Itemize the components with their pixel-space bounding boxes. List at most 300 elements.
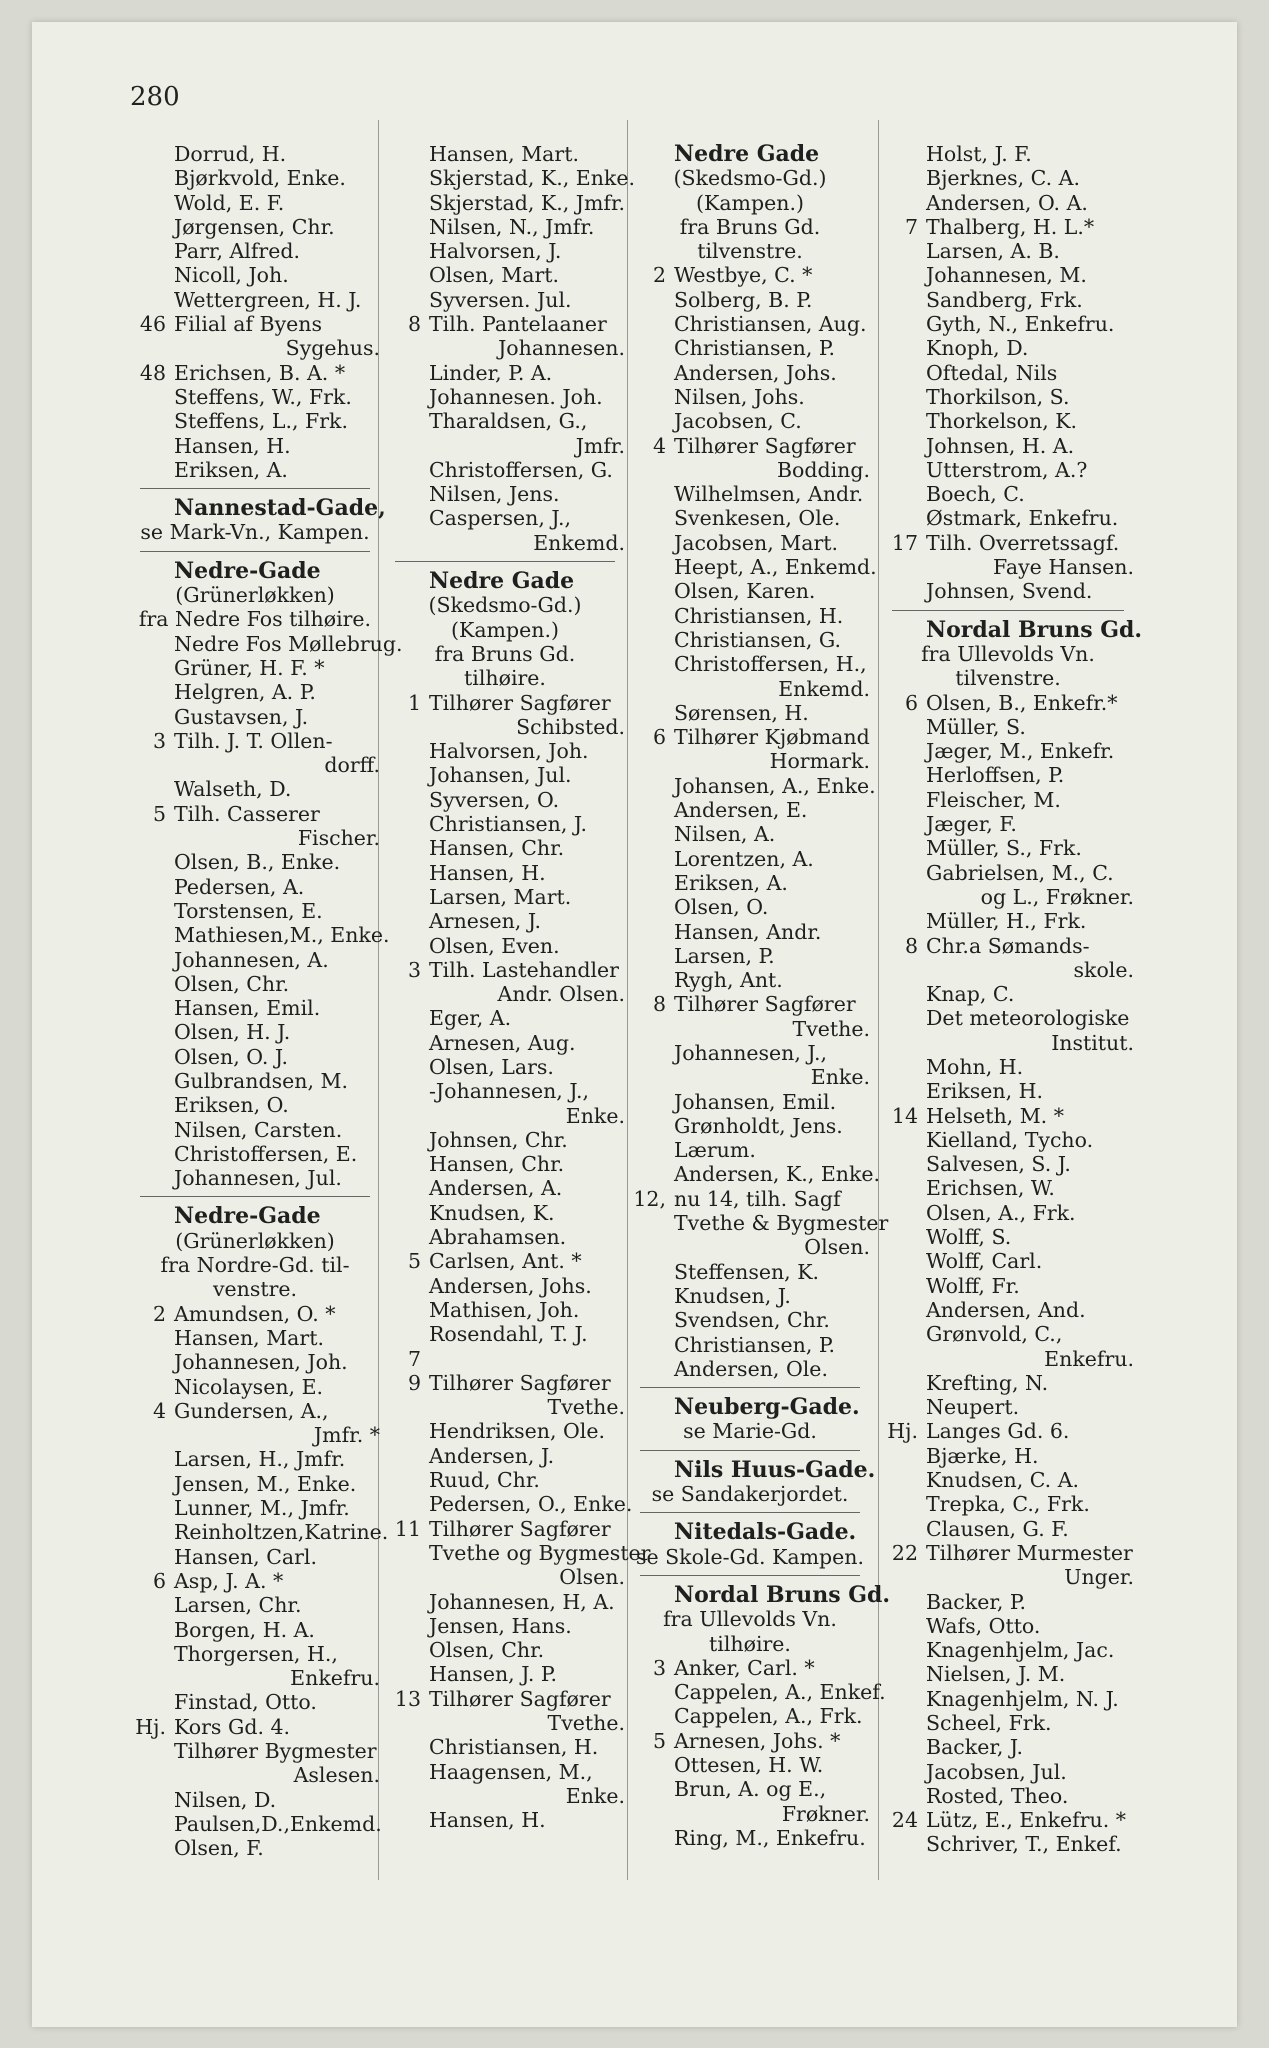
entry-text: Hansen, H. [174, 433, 291, 458]
entry-text: Jacobsen, Mart. [674, 530, 839, 555]
house-number [882, 1128, 926, 1152]
entry-text: Wolff, S. [926, 1225, 1012, 1250]
entry-text: Pedersen, O., Enke. [429, 1492, 633, 1517]
directory-entry [882, 1079, 1134, 1103]
section-divider [130, 482, 380, 496]
directory-entry [882, 739, 1134, 763]
directory-entry [882, 1590, 1134, 1614]
entry-text: nu 14, tilh. Sagf [674, 1186, 841, 1211]
entry-text: Eriksen, O. [174, 1093, 289, 1118]
entry-text: Knoph, D. [926, 336, 1029, 361]
entry-text: Ottesen, H. W. [674, 1753, 824, 1777]
house-number [385, 506, 429, 530]
directory-entry [130, 1520, 389, 1545]
entry-text: Olsen, B., Enke. [174, 850, 341, 875]
entry-text: Jæger, M., Enkefr. [926, 739, 1115, 764]
entry-text: Enkefru. [290, 1666, 380, 1691]
house-number [882, 263, 926, 287]
house-number [385, 934, 429, 958]
house-number [882, 763, 926, 787]
entry-text: Hansen, Emil. [174, 996, 321, 1021]
street-note [130, 1277, 380, 1301]
directory-entry [882, 1006, 1134, 1030]
directory-column-3 [630, 141, 891, 1850]
entry-text: Andersen, E. [674, 798, 808, 823]
directory-entry [385, 1760, 625, 1784]
entry-text: Hansen, H. [429, 860, 546, 885]
entry-text: Andersen, K., Enke. [674, 1162, 881, 1187]
house-number [882, 312, 926, 336]
entry-text: Hansen, Mart. [429, 142, 579, 166]
entry-text: Grønvold, C., [926, 1322, 1063, 1347]
directory-entry [630, 579, 870, 603]
entry-text: tilvenstre. [697, 239, 803, 264]
entry-text: Olsen, O. [674, 895, 769, 920]
directory-entry [130, 1618, 380, 1642]
directory-entry [882, 836, 1134, 860]
directory-entry [630, 1333, 870, 1357]
entry-text: Tilhører Sagfører [674, 433, 856, 458]
directory-entry [385, 1079, 625, 1103]
directory-entry [130, 972, 380, 996]
directory-entry [385, 763, 625, 787]
house-number [130, 1375, 174, 1399]
house-number [385, 1201, 429, 1225]
house-number [130, 1593, 174, 1617]
entry-text: Jæger, F. [926, 812, 1017, 837]
street-note [630, 215, 870, 239]
entry-text: Jensen, M., Enke. [174, 1471, 357, 1496]
house-number [385, 458, 429, 482]
entry-text: Tilhører Sagfører [429, 1686, 611, 1711]
entry-text: (Skedsmo-Gd.) [673, 166, 827, 191]
entry-text: Tilhører Sagfører [674, 992, 856, 1017]
entry-text: Kors Gd. 4. [174, 1714, 291, 1739]
entry-text: Krefting, N. [926, 1370, 1049, 1395]
house-number [630, 652, 674, 676]
directory-entry [630, 506, 870, 530]
house-number [882, 788, 926, 812]
directory-entry [385, 691, 625, 715]
house-number [882, 1006, 926, 1030]
house-number [130, 1045, 174, 1069]
directory-entry [630, 385, 870, 409]
directory-entry [130, 705, 380, 729]
directory-entry [385, 1662, 625, 1686]
entry-text: Johnsen, Chr. [429, 1127, 568, 1152]
entry-text: Johannesen. Joh. [429, 384, 603, 409]
directory-entry [385, 1152, 625, 1176]
entry-text: Holst, J. F. [926, 142, 1032, 166]
entry-text: Backer, P. [926, 1589, 1027, 1614]
directory-entry [882, 166, 1134, 190]
house-number: 3 [152, 728, 166, 753]
directory-entry [385, 361, 625, 385]
entry-text: Olsen, Lars. [429, 1054, 554, 1079]
street-heading [630, 1581, 891, 1608]
house-number [630, 604, 674, 628]
directory-entry [630, 1704, 870, 1728]
house-number [130, 899, 174, 923]
house-number [630, 1138, 674, 1162]
house-number [630, 531, 674, 555]
directory-entry [630, 1041, 870, 1065]
directory-entry [882, 215, 1134, 239]
directory-entry [630, 1284, 870, 1308]
directory-entry [385, 1711, 625, 1735]
directory-entry [130, 1472, 380, 1496]
directory-entry [630, 871, 870, 895]
entry-text: Rosted, Theo. [926, 1783, 1069, 1808]
house-number [630, 409, 674, 433]
house-number [130, 632, 174, 656]
directory-entry [130, 1836, 380, 1860]
house-number: 11 [394, 1516, 421, 1541]
entry-text: Olsen, B., Enkefr.* [926, 690, 1118, 715]
directory-entry [882, 579, 1134, 603]
directory-entry [130, 948, 380, 972]
house-number [130, 923, 174, 947]
entry-text: Olsen, A., Frk. [926, 1200, 1076, 1225]
entry-text: Aslesen. [293, 1763, 380, 1788]
entry-text: Ring, M., Enkefru. [674, 1825, 866, 1850]
directory-entry [630, 1114, 870, 1138]
entry-text: Nedre-Gade [174, 557, 321, 584]
house-number [630, 1395, 674, 1419]
entry-text: Eger, A. [429, 1006, 512, 1031]
entry-text: Nilsen, N., Jmfr. [429, 214, 595, 239]
house-number [385, 1031, 429, 1055]
entry-text: Tilhører Bygmester [174, 1739, 377, 1763]
directory-entry [630, 288, 870, 312]
entry-text: Tvethe & Bygmester [674, 1211, 889, 1236]
house-number [882, 618, 926, 642]
entry-text: se Marie-Gd. [683, 1419, 817, 1444]
directory-entry [882, 982, 1134, 1006]
house-number: 48 [139, 360, 166, 385]
entry-text: Chr.a Sømands- [926, 933, 1090, 958]
house-number [630, 1704, 674, 1728]
house-number [130, 215, 174, 239]
street-note [130, 1253, 380, 1277]
house-number [882, 812, 926, 836]
house-number [630, 336, 674, 360]
directory-entry [630, 822, 870, 846]
house-number [630, 458, 674, 482]
entry-text: Hansen, Mart. [174, 1325, 324, 1350]
entry-text: Christiansen, Aug. [674, 312, 867, 337]
directory-entry [882, 1371, 1134, 1395]
directory-entry [385, 1419, 625, 1443]
directory-entry [882, 1201, 1134, 1225]
house-number [630, 944, 674, 968]
directory-entry [385, 288, 625, 312]
directory-entry [385, 1055, 625, 1079]
directory-entry [385, 1614, 625, 1638]
entry-text: fra Bruns Gd. [434, 641, 576, 666]
house-number [130, 1788, 174, 1812]
house-number [882, 885, 926, 909]
directory-entry [882, 263, 1134, 287]
house-number [882, 1152, 926, 1176]
house-number: 1 [407, 690, 421, 715]
house-number [385, 385, 429, 409]
directory-entry [630, 677, 870, 701]
street-note [385, 642, 625, 666]
house-number [385, 1128, 429, 1152]
entry-text: venstre. [212, 1277, 298, 1302]
house-number: 3 [407, 957, 421, 982]
house-number [630, 920, 674, 944]
entry-text: Nedre Fos Møllebrug. [174, 631, 403, 656]
directory-entry [882, 1176, 1134, 1200]
directory-entry [130, 1045, 380, 1069]
house-number [882, 1055, 926, 1079]
directory-entry [882, 1298, 1134, 1322]
entry-text: Arnesen, J. [429, 909, 541, 934]
entry-text: Brun, A. og E., [674, 1777, 827, 1802]
directory-entry [130, 1399, 380, 1423]
entry-text: Langes Gd. 6. [926, 1419, 1070, 1444]
directory-entry [385, 1031, 625, 1055]
house-number [630, 968, 674, 992]
directory-entry [130, 142, 380, 166]
entry-text: Thorgersen, H., [174, 1641, 338, 1666]
house-number [130, 777, 174, 801]
entry-text: Nedre Gade [674, 141, 820, 167]
directory-entry [630, 992, 870, 1016]
house-number [130, 1545, 174, 1569]
house-number [130, 1326, 174, 1350]
directory-entry [130, 729, 380, 753]
directory-entry [630, 1090, 870, 1114]
directory-entry [385, 812, 625, 836]
directory-entry [630, 773, 876, 798]
house-number [882, 191, 926, 215]
entry-text: Tharaldsen, G., [429, 409, 588, 434]
house-number [385, 1808, 429, 1832]
entry-text: Olsen, Even. [429, 933, 560, 958]
directory-entry [130, 1739, 380, 1763]
entry-text: Gundersen, A., [174, 1398, 329, 1423]
house-number [385, 434, 429, 458]
section-divider [882, 604, 1134, 618]
entry-text: Johnsen, H. A. [926, 433, 1075, 458]
entry-text: Walseth, D. [174, 777, 292, 802]
street-note [630, 1607, 870, 1631]
house-number: 5 [652, 1728, 666, 1753]
house-number [882, 506, 926, 530]
house-number [385, 1614, 429, 1638]
house-number [882, 458, 926, 482]
house-number [385, 1565, 429, 1589]
directory-entry [385, 1468, 625, 1492]
directory-entry [385, 1201, 625, 1225]
house-number [385, 288, 429, 312]
house-number [385, 763, 429, 787]
entry-text: Arnesen, Johs. * [674, 1728, 841, 1753]
directory-entry [882, 1322, 1134, 1346]
house-number: 5 [407, 1249, 421, 1274]
entry-text: Sørensen, H. [674, 700, 809, 725]
directory-entry [882, 288, 1134, 312]
entry-text: Nilsen, Carsten. [174, 1117, 343, 1142]
directory-entry [130, 458, 380, 482]
directory-entry [882, 1444, 1134, 1468]
directory-entry [882, 1565, 1134, 1589]
entry-text: Nordal Bruns Gd. [926, 616, 1143, 643]
entry-text: Nilsen, A. [674, 822, 776, 847]
entry-text: Johannesen, A. [174, 947, 329, 972]
house-number [630, 579, 674, 603]
house-number [630, 1308, 674, 1332]
street-heading [130, 559, 380, 583]
house-number [882, 958, 926, 982]
house-number: 22 [891, 1540, 918, 1565]
entry-text: Tvethe og Bygmester [429, 1540, 651, 1565]
entry-text: Müller, S., Frk. [926, 836, 1082, 861]
entry-text: Haagensen, M., [429, 1759, 593, 1784]
house-number [130, 826, 174, 850]
house-number [630, 847, 674, 871]
directory-entry [630, 531, 870, 555]
entry-text: Enke. [565, 1103, 625, 1128]
house-number [882, 1371, 926, 1395]
house-number [385, 1784, 429, 1808]
entry-text: Lunner, M., Jmfr. [174, 1496, 350, 1521]
entry-text: Nicoll, Joh. [174, 263, 289, 288]
entry-text: Abrahamsen. [429, 1225, 567, 1250]
entry-text: Wold, E. F. [174, 190, 285, 215]
directory-entry [882, 458, 1134, 482]
entry-text: Tilh. Overretssagf. [926, 530, 1120, 555]
entry-text: (Kampen.) [451, 617, 559, 642]
entry-text: Asp, J. A. * [174, 1568, 284, 1593]
entry-text: Anker, Carl. * [674, 1655, 815, 1680]
house-number [385, 1541, 429, 1565]
directory-entry [385, 958, 625, 982]
entry-text: Christoffersen, G. [429, 457, 613, 482]
street-note [385, 593, 625, 617]
house-number [385, 836, 429, 860]
directory-entry [882, 385, 1134, 409]
entry-text: Jacobsen, C. [674, 409, 802, 434]
street-heading [630, 1395, 870, 1419]
directory-entry [385, 1371, 625, 1395]
directory-entry [385, 1128, 625, 1152]
house-number: 7 [904, 214, 918, 239]
house-number [130, 496, 174, 520]
house-number [130, 385, 174, 409]
entry-text: skole. [1073, 957, 1134, 982]
directory-entry [385, 1322, 625, 1346]
directory-entry [882, 482, 1134, 506]
directory-entry [130, 239, 380, 263]
directory-entry [882, 1711, 1134, 1735]
house-number [385, 1322, 429, 1346]
directory-entry [385, 885, 625, 909]
directory-entry [630, 1777, 870, 1801]
directory-entry [385, 1808, 625, 1832]
house-number [130, 288, 174, 312]
entry-text: Arnesen, Aug. [429, 1030, 576, 1055]
house-number [630, 1753, 674, 1777]
entry-text: Johannesen, M. [926, 263, 1087, 288]
entry-text: (Grünerløkken) [175, 583, 335, 608]
page-number: 280 [130, 82, 180, 112]
entry-text: Syversen. Jul. [429, 287, 572, 312]
house-number [630, 1090, 674, 1114]
entry-text: Schibsted. [516, 714, 625, 739]
house-number: 2 [152, 1301, 166, 1326]
house-number [882, 909, 926, 933]
house-number: 12, [633, 1186, 666, 1211]
house-number [630, 1802, 674, 1826]
house-number [385, 1662, 429, 1686]
directory-entry [882, 361, 1134, 385]
entry-text: Nicolaysen, E. [174, 1374, 324, 1399]
house-number [385, 569, 429, 593]
entry-text: Thorkilson, S. [926, 384, 1070, 409]
entry-text: Knudsen, K. [429, 1200, 555, 1225]
entry-text: fra Nordre-Gd. til- [160, 1253, 350, 1278]
directory-entry [385, 166, 635, 191]
house-number [130, 1142, 174, 1166]
entry-text: Tilhører Sagfører [429, 1370, 611, 1395]
directory-entry [385, 1104, 625, 1128]
entry-text: Johannesen, H, A. [429, 1589, 615, 1614]
street-note [130, 520, 380, 544]
directory-entry [630, 604, 870, 628]
house-number [130, 705, 174, 729]
directory-entry [630, 1260, 870, 1284]
entry-text: Nielsen, J. M. [926, 1662, 1066, 1687]
directory-entry [385, 1298, 625, 1322]
house-number [385, 361, 429, 385]
house-number [882, 482, 926, 506]
house-number [630, 142, 674, 166]
entry-text: Jmfr. * [313, 1423, 380, 1448]
entry-text: Bjærke, H. [926, 1443, 1039, 1468]
directory-entry [385, 1735, 625, 1759]
entry-text: Oftedal, Nils [926, 360, 1058, 385]
entry-text: Steffensen, K. [674, 1259, 820, 1284]
house-number [882, 715, 926, 739]
directory-entry [630, 361, 870, 385]
entry-text: Unger. [1064, 1565, 1134, 1590]
entry-text: Scheel, Frk. [926, 1711, 1052, 1735]
directory-entry [130, 850, 380, 874]
house-number [882, 1687, 926, 1711]
house-number [882, 982, 926, 1006]
entry-text: (Skedsmo-Gd.) [428, 593, 582, 618]
house-number [882, 1176, 926, 1200]
entry-text: Wettergreen, H. J. [174, 287, 362, 312]
street-note [385, 618, 625, 642]
entry-text: Torstensen, E. [174, 898, 323, 923]
directory-entry [130, 1093, 380, 1117]
entry-text: Trepka, C., Frk. [926, 1492, 1090, 1517]
section-divider [630, 1506, 870, 1520]
directory-entry [882, 409, 1134, 433]
entry-text: Gabrielsen, M., C. [926, 860, 1114, 885]
house-number [130, 1812, 174, 1836]
entry-text: (Grünerløkken) [175, 1228, 335, 1253]
directory-entry [130, 1423, 380, 1447]
house-number [882, 288, 926, 312]
entry-text: Cappelen, A., Enkef. [674, 1680, 886, 1705]
house-number [130, 875, 174, 899]
